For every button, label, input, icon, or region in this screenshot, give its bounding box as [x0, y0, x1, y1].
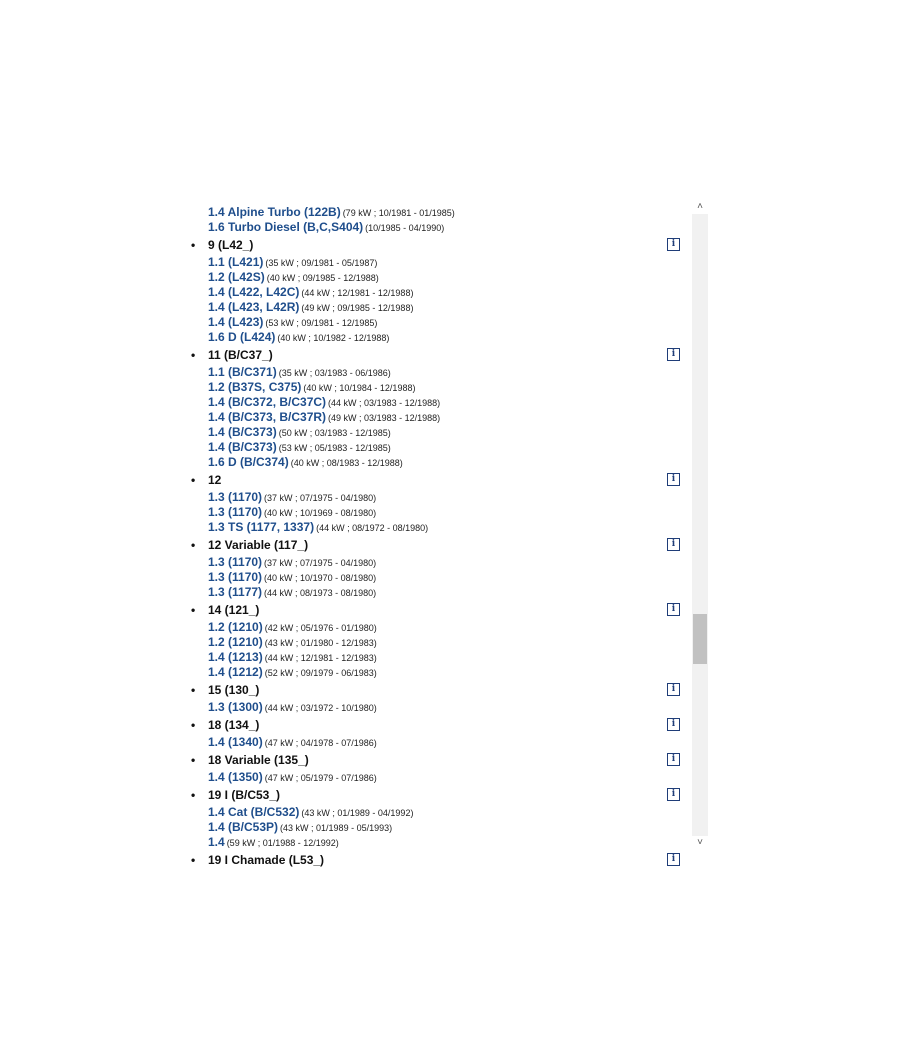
engine-list-item	[190, 455, 690, 470]
engine-link[interactable]: 1.3 (1170)	[208, 505, 263, 519]
scroll-track[interactable]	[692, 214, 708, 836]
engine-link[interactable]: 1.2 (1210)	[208, 635, 263, 649]
engine-details: (40 kW ; 08/1983 - 12/1988)	[290, 458, 403, 468]
engine-link[interactable]: 1.4 (B/C373)	[208, 425, 277, 439]
model-name: 9 (L42_)	[208, 238, 254, 252]
engine-link[interactable]: 1.4 (1213)	[208, 650, 263, 664]
engine-link[interactable]: 1.4	[208, 835, 225, 849]
engine-link[interactable]: 1.4 (1340)	[208, 735, 263, 749]
engine-details: (59 kW ; 01/1988 - 12/1992)	[226, 838, 339, 848]
bullet-icon: •	[191, 853, 196, 867]
engine-list-item	[190, 570, 690, 585]
engine-list-item	[190, 285, 690, 300]
model-name: 18 Variable (135_)	[208, 753, 309, 767]
engine-details: (40 kW ; 10/1982 - 12/1988)	[277, 333, 390, 343]
scroll-down-arrow-icon[interactable]: ˅	[697, 837, 703, 848]
engine-list-item	[190, 315, 690, 330]
engine-link[interactable]: 1.4 (L423, L42R)	[208, 300, 300, 314]
engine-details: (40 kW ; 09/1985 - 12/1988)	[266, 273, 379, 283]
engine-link[interactable]: 1.4 (B/C373)	[208, 440, 277, 454]
engine-list-item	[190, 380, 690, 395]
model-group-header	[190, 536, 690, 555]
engine-link[interactable]: 1.6 D (B/C374)	[208, 455, 289, 469]
engine-list-item	[190, 650, 690, 665]
engine-link[interactable]: 1.4 (1350)	[208, 770, 263, 784]
engine-details: (44 kW ; 03/1983 - 12/1988)	[328, 398, 441, 408]
engine-list-item	[190, 585, 690, 600]
engine-details: (10/1985 - 04/1990)	[365, 223, 445, 233]
engine-list-item	[190, 635, 690, 650]
info-icon[interactable]: i	[667, 853, 680, 866]
model-group-header	[190, 601, 690, 620]
model-group-header	[190, 346, 690, 365]
engine-details: (35 kW ; 03/1983 - 06/1986)	[278, 368, 391, 378]
engine-list-item	[190, 505, 690, 520]
model-group-header	[190, 236, 690, 255]
engine-list-item	[190, 835, 690, 850]
engine-list-item	[190, 620, 690, 635]
model-name: 11 (B/C37_)	[208, 348, 273, 362]
bullet-icon: •	[191, 538, 196, 552]
engine-list-item	[190, 770, 690, 785]
model-name: 18 (134_)	[208, 718, 260, 732]
engine-list-item	[190, 700, 690, 715]
scroll-up-arrow-icon[interactable]: ˄	[697, 201, 703, 212]
engine-details: (40 kW ; 10/1969 - 08/1980)	[264, 508, 377, 518]
engine-details: (47 kW ; 04/1978 - 07/1986)	[264, 738, 377, 748]
engine-link[interactable]: 1.4 Alpine Turbo (122B)	[208, 205, 341, 219]
engine-list-item	[190, 735, 690, 750]
model-group-header	[190, 751, 690, 770]
engine-list-item	[190, 365, 690, 380]
vertical-scrollbar[interactable]	[692, 200, 708, 850]
engine-details: (44 kW ; 08/1972 - 08/1980)	[316, 523, 429, 533]
engine-list-item	[190, 205, 690, 220]
engine-link[interactable]: 1.1 (B/C371)	[208, 365, 277, 379]
engine-details: (44 kW ; 03/1972 - 10/1980)	[264, 703, 377, 713]
engine-list-item	[190, 220, 690, 235]
engine-details: (43 kW ; 01/1980 - 12/1983)	[264, 638, 377, 648]
engine-details: (40 kW ; 10/1970 - 08/1980)	[264, 573, 377, 583]
info-icon[interactable]: i	[667, 718, 680, 731]
engine-details: (49 kW ; 09/1985 - 12/1988)	[301, 303, 414, 313]
scroll-thumb[interactable]	[693, 614, 707, 664]
info-icon[interactable]: i	[667, 348, 680, 361]
engine-link[interactable]: 1.4 (B/C53P)	[208, 820, 279, 834]
engine-details: (44 kW ; 08/1973 - 08/1980)	[264, 588, 377, 598]
engine-list-item	[190, 330, 690, 345]
bullet-icon: •	[191, 683, 196, 697]
bullet-icon: •	[191, 348, 196, 362]
engine-list-item	[190, 490, 690, 505]
bullet-icon: •	[191, 238, 196, 252]
model-group-header	[190, 786, 690, 805]
engine-link[interactable]: 1.2 (B37S, C375)	[208, 380, 302, 394]
engine-details: (40 kW ; 10/1984 - 12/1988)	[303, 383, 416, 393]
engine-details: (44 kW ; 12/1981 - 12/1983)	[264, 653, 377, 663]
engine-link[interactable]: 1.3 (1170)	[208, 570, 263, 584]
engine-link[interactable]: 1.4 (B/C373, B/C37R)	[208, 410, 327, 424]
engine-link[interactable]: 1.3 (1177)	[208, 585, 263, 599]
engine-list-item	[190, 820, 690, 835]
engine-link[interactable]: 1.6 D (L424)	[208, 330, 276, 344]
bullet-icon: •	[191, 473, 196, 487]
model-group-header	[190, 681, 690, 700]
engine-link[interactable]: 1.3 (1170)	[208, 555, 263, 569]
engine-list-item	[190, 425, 690, 440]
engine-link[interactable]: 1.2 (1210)	[208, 620, 263, 634]
model-group-header	[190, 471, 690, 490]
engine-link[interactable]: 1.3 (1170)	[208, 490, 263, 504]
vehicle-list	[190, 200, 690, 870]
engine-details: (52 kW ; 09/1979 - 06/1983)	[264, 668, 377, 678]
bullet-icon: •	[191, 753, 196, 767]
model-group-header	[190, 716, 690, 735]
engine-details: (43 kW ; 01/1989 - 04/1992)	[301, 808, 414, 818]
bullet-icon: •	[191, 718, 196, 732]
engine-list-item	[190, 665, 690, 680]
engine-details: (35 kW ; 09/1981 - 05/1987)	[265, 258, 378, 268]
info-icon[interactable]: i	[667, 603, 680, 616]
engine-list-item	[190, 270, 690, 285]
engine-link[interactable]: 1.1 (L421)	[208, 255, 264, 269]
engine-link[interactable]: 1.3 (1300)	[208, 700, 263, 714]
model-name: 12 Variable (117_)	[208, 538, 309, 552]
info-icon[interactable]: i	[667, 788, 680, 801]
engine-details: (49 kW ; 03/1983 - 12/1988)	[328, 413, 441, 423]
engine-link[interactable]: 1.4 (1212)	[208, 665, 263, 679]
info-icon[interactable]: i	[667, 473, 680, 486]
engine-list-item	[190, 395, 690, 410]
info-icon[interactable]: i	[667, 753, 680, 766]
engine-list-item	[190, 300, 690, 315]
model-group-header	[190, 851, 690, 870]
engine-list-item	[190, 410, 690, 425]
engine-link[interactable]: 1.4 (B/C372, B/C37C)	[208, 395, 327, 409]
engine-list-item	[190, 805, 690, 820]
engine-details: (37 kW ; 07/1975 - 04/1980)	[264, 558, 377, 568]
engine-details: (42 kW ; 05/1976 - 01/1980)	[264, 623, 377, 633]
engine-details: (43 kW ; 01/1989 - 05/1993)	[280, 823, 393, 833]
vehicle-list-panel	[190, 200, 708, 867]
engine-link[interactable]: 1.3 TS (1177, 1337)	[208, 520, 315, 534]
engine-details: (37 kW ; 07/1975 - 04/1980)	[264, 493, 377, 503]
info-icon[interactable]: i	[667, 238, 680, 251]
engine-link[interactable]: 1.4 (L422, L42C)	[208, 285, 300, 299]
engine-details: (53 kW ; 05/1983 - 12/1985)	[278, 443, 391, 453]
engine-list-item	[190, 555, 690, 570]
engine-link[interactable]: 1.4 Cat (B/C532)	[208, 805, 300, 819]
engine-list-item	[190, 520, 690, 535]
engine-link[interactable]: 1.4 (L423)	[208, 315, 264, 329]
engine-list-item	[190, 440, 690, 455]
model-name: 12	[208, 473, 222, 487]
info-icon[interactable]: i	[667, 538, 680, 551]
engine-details: (79 kW ; 10/1981 - 01/1985)	[342, 208, 455, 218]
engine-details: (44 kW ; 12/1981 - 12/1988)	[301, 288, 414, 298]
model-name: 19 I Chamade (L53_)	[208, 853, 325, 867]
engine-details: (47 kW ; 05/1979 - 07/1986)	[264, 773, 377, 783]
model-name: 19 I (B/C53_)	[208, 788, 281, 802]
engine-details: (53 kW ; 09/1981 - 12/1985)	[265, 318, 378, 328]
info-icon[interactable]: i	[667, 683, 680, 696]
bullet-icon: •	[191, 603, 196, 617]
engine-link[interactable]: 1.6 Turbo Diesel (B,C,S404)	[208, 220, 364, 234]
model-name: 14 (121_)	[208, 603, 260, 617]
engine-details: (50 kW ; 03/1983 - 12/1985)	[278, 428, 391, 438]
engine-link[interactable]: 1.2 (L42S)	[208, 270, 265, 284]
bullet-icon: •	[191, 788, 196, 802]
engine-list-item	[190, 255, 690, 270]
model-name: 15 (130_)	[208, 683, 260, 697]
